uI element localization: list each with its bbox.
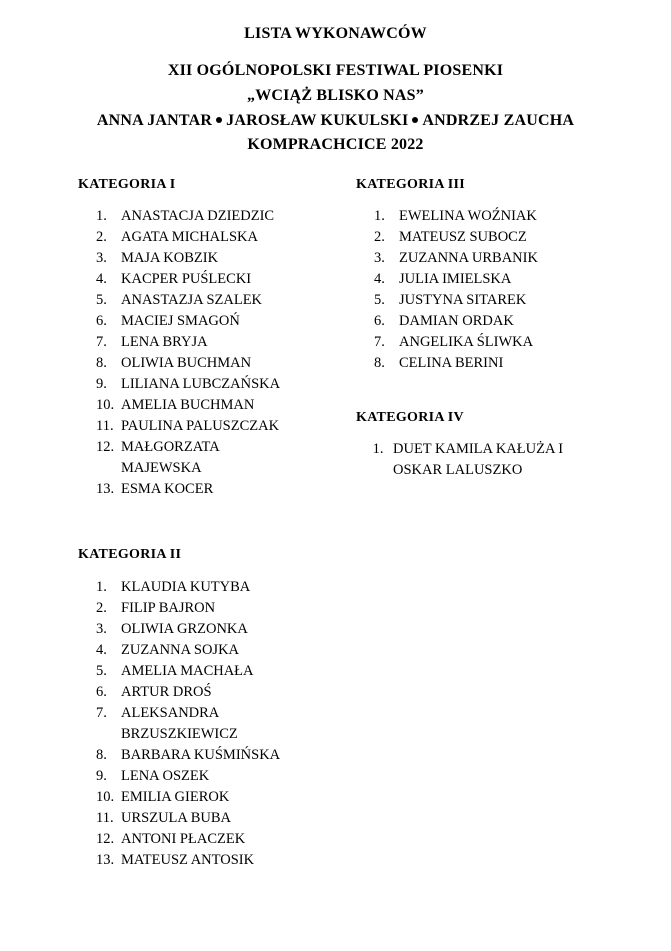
list-item: 8. BARBARA KUŚMIŃSKA (96, 747, 281, 763)
bullet-icon (412, 117, 418, 123)
list-item: 5. JUSTYNA SITAREK (374, 292, 527, 308)
list-item: 13. MATEUSZ ANTOSIK (96, 852, 255, 868)
category-title: KATEGORIA II (78, 547, 182, 562)
list-heading: LISTA WYKONAWCÓW (244, 25, 427, 42)
category-list (96, 577, 280, 871)
list-item: 6. ARTUR DROŚ (96, 684, 212, 700)
category-list (374, 206, 538, 374)
list-item: 2. MATEUSZ SUBOCZ (374, 229, 527, 245)
list-item: 2. FILIP BAJRON (96, 600, 216, 616)
list-item: 9. LILIANA LUBCZAŃSKA (96, 376, 281, 392)
bullet-icon (216, 117, 222, 123)
list-item: 9. LENA OSZEK (96, 768, 210, 784)
list-item: 8. OLIWIA BUCHMAN (96, 355, 252, 371)
list-item: 12. MAŁGORZATA MAJEWSKA (96, 439, 220, 476)
category-list (368, 439, 563, 481)
list-item: 5. ANASTAZJA SZALEK (96, 292, 263, 308)
list-item: 8. CELINA BERINI (374, 355, 504, 371)
list-item: 4. ZUZANNA SOJKA (96, 642, 240, 658)
list-item: 11. URSZULA BUBA (96, 810, 231, 826)
list-item: 12. ANTONI PŁACZEK (96, 831, 246, 847)
list-item: 10. AMELIA BUCHMAN (96, 397, 255, 413)
artist-name: ANDRZEJ ZAUCHA (422, 112, 575, 129)
list-item: 5. AMELIA MACHAŁA (96, 663, 254, 679)
festival-location-year: KOMPRACHCICE 2022 (247, 136, 424, 153)
list-item: 6. MACIEJ SMAGOŃ (96, 313, 240, 329)
artists-line (0, 112, 671, 130)
list-item: 4. JULIA IMIELSKA (374, 271, 512, 287)
list-item: 3. MAJA KOBZIK (96, 250, 219, 266)
category-title: KATEGORIA IV (356, 410, 464, 425)
list-item: 7. LENA BRYJA (96, 334, 208, 350)
list-item: 2. AGATA MICHALSKA (96, 229, 258, 245)
list-item: 4. KACPER PUŚLECKI (96, 271, 252, 287)
category-list (96, 206, 280, 500)
list-item: 13. ESMA KOCER (96, 481, 214, 497)
list-item: 10. EMILIA GIEROK (96, 789, 230, 805)
list-item: 7. ALEKSANDRA BRZUSZKIEWICZ (96, 705, 238, 742)
artist-name: JAROSŁAW KUKULSKI (226, 112, 409, 129)
list-item: 3. OLIWIA GRZONKA (96, 621, 248, 637)
festival-title: XII OGÓLNOPOLSKI FESTIWAL PIOSENKI (167, 62, 504, 79)
category-title: KATEGORIA III (356, 177, 466, 192)
list-item: 1. ANASTACJA DZIEDZIC (96, 208, 275, 224)
artist-name: ANNA JANTAR (96, 112, 213, 129)
category-title: KATEGORIA I (78, 177, 176, 192)
list-item: 7. ANGELIKA ŚLIWKA (374, 334, 534, 350)
list-item: 3. ZUZANNA URBANIK (374, 250, 538, 266)
list-item: 1. KLAUDIA KUTYBA (96, 579, 251, 595)
list-item: 1. EWELINA WOŹNIAK (374, 208, 537, 224)
list-item: 1. DUET KAMILA KAŁUŻA I OSKAR LALUSZKO (372, 441, 564, 478)
festival-motto: „WCIĄŻ BLISKO NAS” (247, 87, 424, 104)
list-item: 6. DAMIAN ORDAK (374, 313, 514, 329)
list-item: 11. PAULINA PALUSZCZAK (96, 418, 280, 434)
